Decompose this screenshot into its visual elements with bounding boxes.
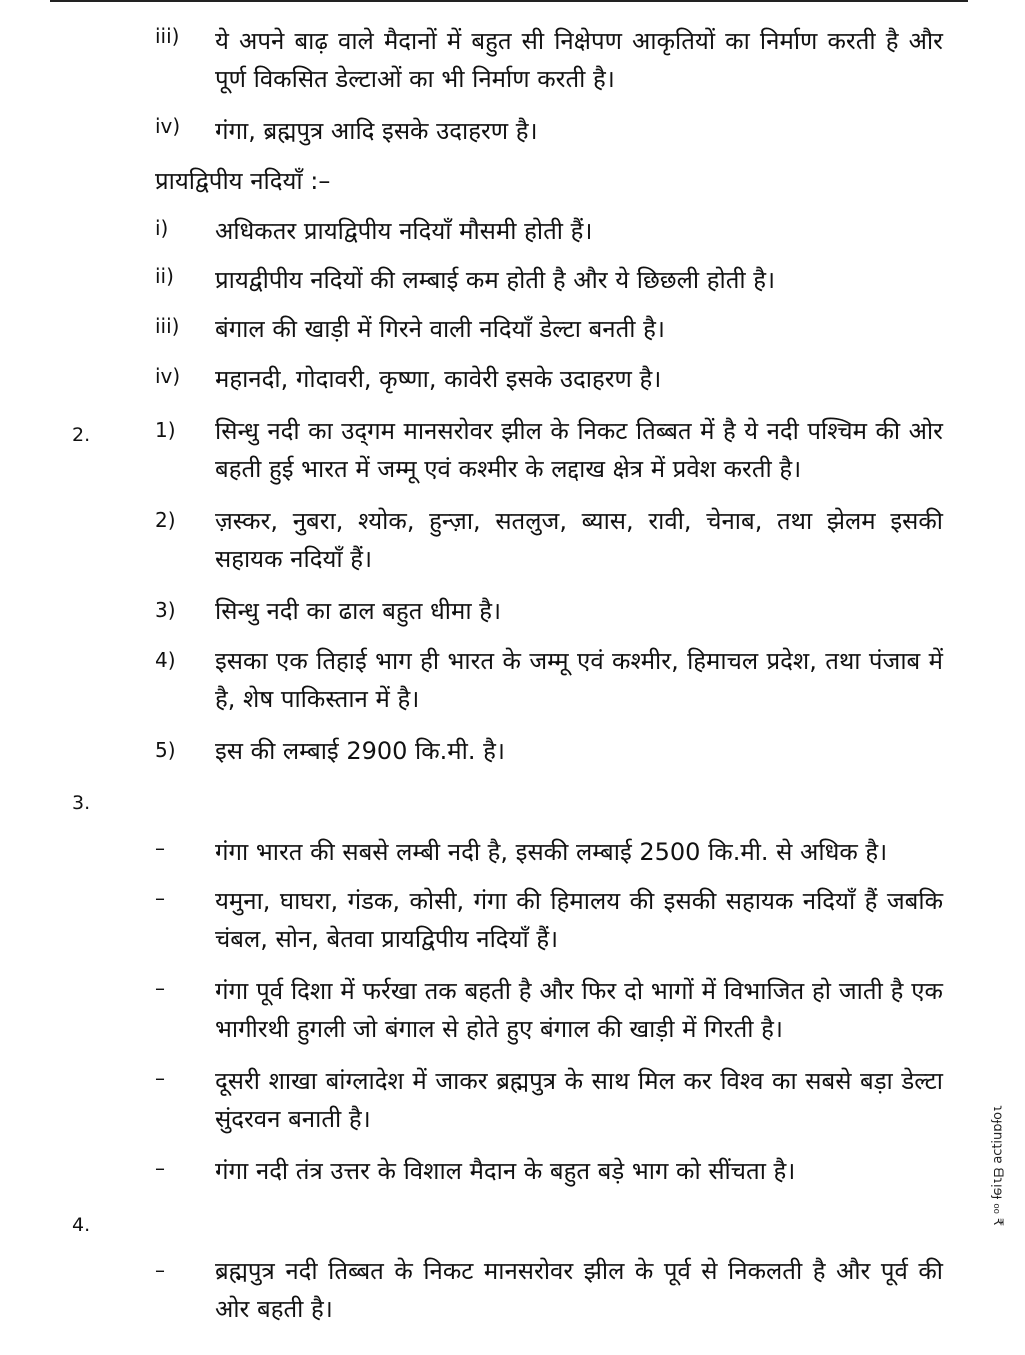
item-text: महानदी, गोदावरी, कृष्णा, कावेरी इसके उदाहरण है।	[215, 365, 662, 393]
item-marker: 5)	[155, 738, 176, 762]
item-text: गंगा नदी तंत्र उत्तर के विशाल मैदान के बहुत बड़े भाग को सींचता है।	[215, 1157, 796, 1185]
item-marker: –	[155, 1258, 165, 1282]
item-marker: iv)	[155, 364, 181, 388]
margin-note: ɿoɟɑnᴉʇɔɐ ᗺɿᴉɘɟ ₀₀ ₹	[990, 1105, 1005, 1227]
item-text: गंगा पूर्व दिशा में फर्रखा तक बहती है और फिर दो भागों में विभाजित हो जाती है एक भागीरथी हुगली जो बंगाल से होते हुए बंगाल की खाड़ी में गिरती है।	[215, 977, 943, 1043]
item-marker: 3)	[155, 598, 176, 622]
item-text: इस की लम्बाई 2900 कि.मी. है।	[215, 737, 505, 765]
item-marker: iv)	[155, 114, 181, 138]
item-marker: 2)	[155, 508, 176, 532]
item-text: प्रायद्वीपीय नदियों की लम्बाई कम होती है और ये छिछली होती है।	[215, 266, 776, 294]
item-text: सिन्धु नदी का उद्‌गम मानसरोवर झील के निकट तिब्बत में है ये नदी पश्चिम की ओर बहती हुई भारत में जम्मू एवं कश्मीर के लद्दाख क्षेत्र में प्रवेश करती है।	[215, 417, 943, 483]
item-marker: –	[155, 886, 165, 910]
item-marker: 4)	[155, 648, 176, 672]
item-text: ये अपने बाढ़ वाले मैदानों में बहुत सी निक्षेपण आकृतियों का निर्माण करती है और पूर्ण विकसित डेल्टाओं का भी निर्माण करती है।	[215, 27, 943, 93]
item-text: बंगाल की खाड़ी में गिरने वाली नदियाँ डेल्टा बनती है।	[215, 315, 665, 343]
item-text: ब्रह्मपुत्र नदी तिब्बत के निकट मानसरोवर झील के पूर्व से निकलती है और पूर्व की ओर बहती है।	[215, 1257, 943, 1323]
item-marker: iii)	[155, 314, 180, 338]
question-number: 4.	[72, 1214, 91, 1236]
item-text: अधिकतर प्रायद्विपीय नदियाँ मौसमी होती हैं।	[215, 217, 593, 245]
item-marker: 1)	[155, 418, 176, 442]
item-marker: –	[155, 836, 165, 860]
item-marker: ii)	[155, 264, 174, 288]
item-marker: iii)	[155, 24, 180, 48]
item-text: ज़स्कर, नुबरा, श्योक, हुन्ज़ा, सतलुज, ब्यास, रावी, चेनाब, तथा झेलम इसकी सहायक नदियाँ हैं।	[215, 507, 943, 573]
top-rule	[50, 0, 968, 2]
item-text: गंगा भारत की सबसे लम्बी नदी है, इसकी लम्बाई 2500 कि.मी. से अधिक है।	[215, 838, 888, 866]
item-text: यमुना, घाघरा, गंडक, कोसी, गंगा की हिमालय की इसकी सहायक नदियाँ हैं जबकि चंबल, सोन, बेतवा प्रायद्विपीय नदियाँ हैं।	[215, 887, 943, 953]
question-number: 2.	[72, 424, 91, 446]
section-heading: प्रायद्विपीय नदियाँ :–	[155, 167, 331, 195]
item-text: इसका एक तिहाई भाग ही भारत के जम्मू एवं कश्मीर, हिमाचल प्रदेश, तथा पंजाब में है, शेष पाकिस्तान में है।	[215, 647, 943, 713]
item-marker: i)	[155, 216, 169, 240]
question-number: 3.	[72, 792, 91, 814]
item-text: सिन्धु नदी का ढाल बहुत धीमा है।	[215, 597, 502, 625]
item-marker: –	[155, 1066, 165, 1090]
item-marker: –	[155, 1156, 165, 1180]
item-text: गंगा, ब्रह्मपुत्र आदि इसके उदाहरण है।	[215, 117, 538, 145]
item-text: दूसरी शाखा बांग्लादेश में जाकर ब्रह्मपुत्र के साथ मिल कर विश्व का सबसे बड़ा डेल्टा सुंदरवन बनाती है।	[215, 1067, 943, 1133]
item-marker: –	[155, 976, 165, 1000]
